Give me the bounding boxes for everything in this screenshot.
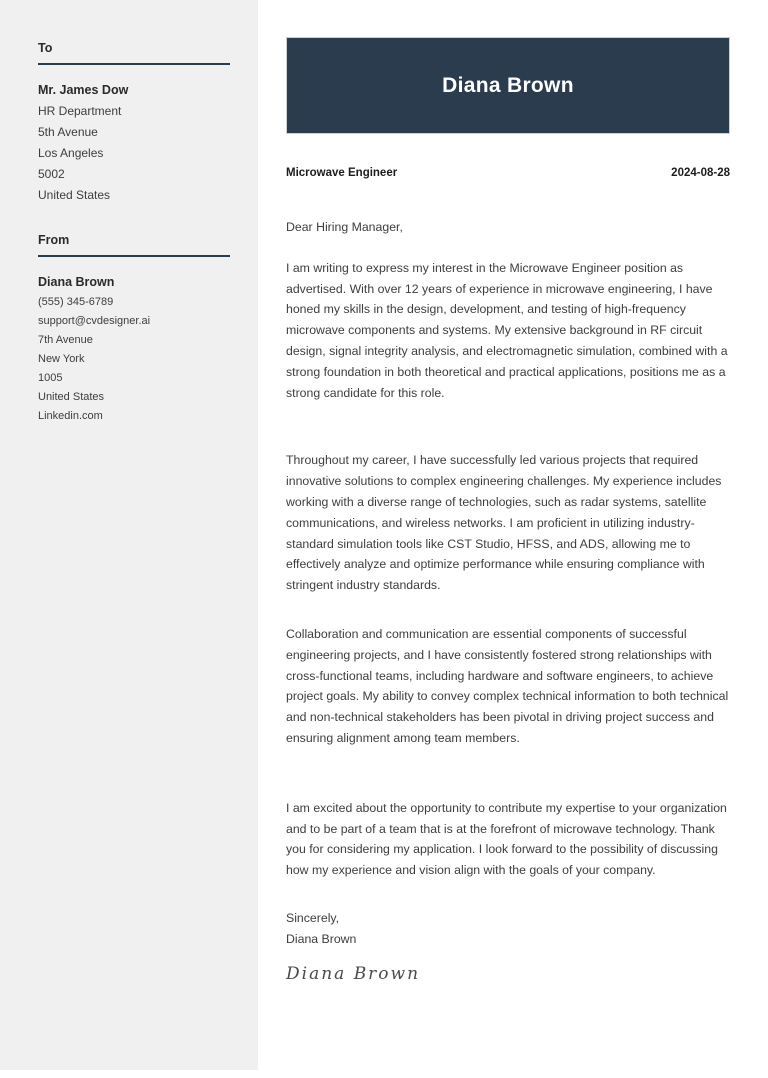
- recipient-section: [38, 41, 230, 206]
- recipient-address-line: 5002: [38, 167, 65, 181]
- sender-heading: From: [38, 233, 70, 247]
- letter-paragraph: Throughout my career, I have successfully led various projects that required innovative solutions to complex engineering challenges. My experience includes working with a diverse range of technologies, such as radar systems, satellite communications, and wireless networks. I am proficient in utilizing industry-standard simulation tools like CST Studio, HFSS, and ADS, allowing me to effectively analyze and optimize performance while ensuring compliance with stringent industry standards.: [286, 453, 722, 593]
- recipient-address-line: 5th Avenue: [38, 125, 98, 139]
- sender-address-line: 1005: [38, 372, 63, 384]
- letter-body: [286, 217, 730, 984]
- job-title: Microwave Engineer: [286, 167, 398, 179]
- letter-meta-row: [286, 167, 730, 179]
- recipient-heading: To: [38, 41, 53, 55]
- sender-address-line: 7th Avenue: [38, 334, 93, 346]
- contact-sidebar: [0, 0, 258, 1070]
- sender-email: support@cvdesigner.ai: [38, 315, 151, 327]
- letter-date: 2024-08-28: [671, 167, 730, 179]
- recipient-name: Mr. James Dow: [38, 83, 129, 97]
- letter-paragraph: Collaboration and communication are essential components of successful engineering projects, and I have consistently fostered strong relationships with cross-functional teams, including hardware and software engineers, to achieve project goals. My ability to convey complex technical information to both technical and non-technical stakeholders has been pivotal in driving project success and ensuring alignment among team members.: [286, 626, 729, 745]
- sender-linkedin: Linkedin.com: [38, 410, 103, 422]
- closing-word: Sincerely,: [286, 910, 340, 925]
- candidate-name-title: Diana Brown: [442, 73, 574, 97]
- letter-paragraph: I am writing to express my interest in the Microwave Engineer position as advertised. With over 12 years of experience in microwave engineering, I have honed my skills in the design, development, and testing of high-frequency microwave components and systems. My extensive background in RF circuit design, signal integrity analysis, and electromagnetic simulation, combined with a strong foundation in both theoretical and practical applications, positions me as a strong candidate for this role.: [286, 260, 728, 400]
- name-banner: [286, 37, 730, 134]
- sender-name: Diana Brown: [38, 275, 115, 289]
- recipient-address-line: HR Department: [38, 104, 122, 118]
- sender-address-line: United States: [38, 391, 105, 403]
- sender-address-line: New York: [38, 353, 85, 365]
- sender-phone: (555) 345-6789: [38, 296, 114, 308]
- closing-block: [286, 908, 730, 950]
- recipient-address-line: United States: [38, 188, 111, 202]
- recipient-address-line: Los Angeles: [38, 146, 104, 160]
- recipient-divider: [38, 63, 230, 65]
- salutation: Dear Hiring Manager,: [286, 220, 403, 234]
- letter-main: [258, 0, 768, 1078]
- closing-name: Diana Brown: [286, 931, 357, 946]
- letter-paragraph: I am excited about the opportunity to contribute my expertise to your organization and to be part of a team that is at the forefront of microwave technology. Thank you for considering my application. I look forward to the possibility of discussing how my experience and vision align with the goals of your company.: [286, 800, 727, 878]
- handwritten-signature: Diana Brown: [286, 963, 421, 984]
- sender-divider: [38, 255, 230, 257]
- sender-section: [38, 233, 230, 426]
